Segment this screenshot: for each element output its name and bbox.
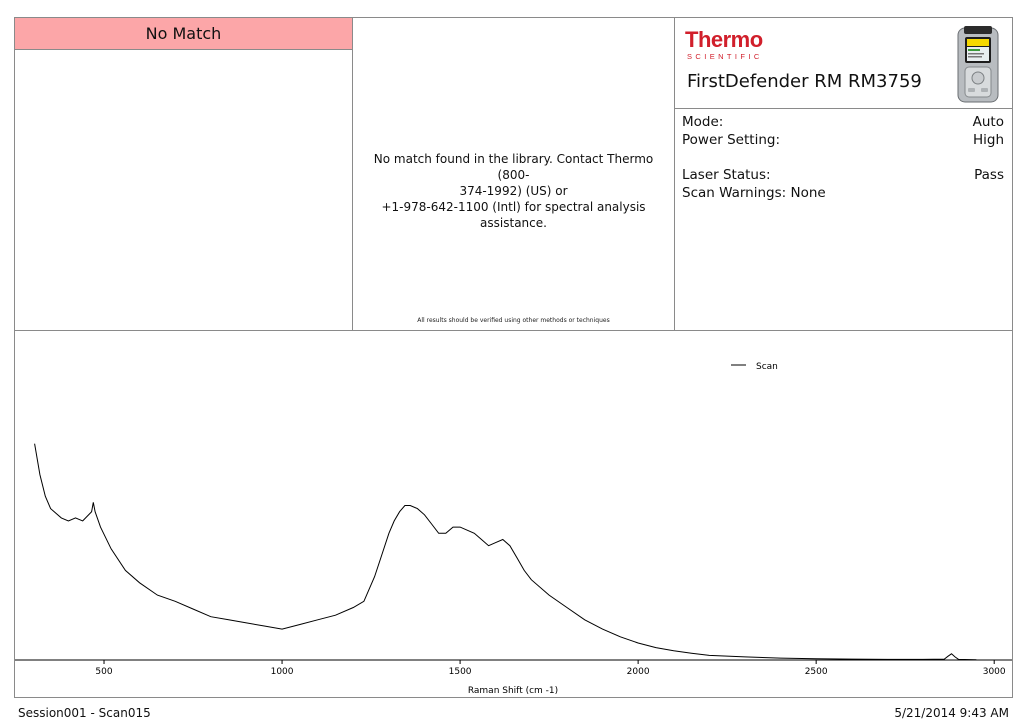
brand-block: [675, 18, 1012, 109]
scan-id: Session001 - Scan015: [18, 706, 151, 720]
laser-label: Laser Status:: [682, 167, 771, 183]
scan-datetime: 5/21/2014 9:43 AM: [894, 706, 1009, 720]
message-panel: [352, 17, 675, 331]
thermo-logo: Thermo: [685, 27, 763, 52]
x-ticks: [95, 660, 1005, 677]
mode-value: Auto: [972, 114, 1004, 130]
power-value: High: [972, 132, 1004, 148]
verify-note: All results should be verified using other methods or techniques: [417, 317, 610, 324]
device-name: FirstDefender RM RM3759: [687, 71, 922, 92]
x-tick-label-2500: 2500: [804, 667, 828, 677]
x-tick-label-500: 500: [95, 667, 113, 677]
x-tick-label-1000: 1000: [270, 667, 294, 677]
x-tick-label-1500: 1500: [448, 667, 472, 677]
mode-label: Mode:: [682, 114, 724, 130]
no-match-message: [357, 151, 670, 231]
x-tick-label-2000: 2000: [626, 667, 650, 677]
laser-value: Pass: [974, 167, 1004, 183]
x-axis-label: Raman Shift (cm -1): [467, 686, 559, 696]
message-line-3: +1-978-642-1100 (Intl) for spectral analysis assistance.: [381, 200, 646, 230]
scan-warnings: Scan Warnings: None: [682, 185, 826, 201]
message-line-1: No match found in the library. Contact Thermo (800-: [373, 152, 654, 182]
legend-label-scan: Scan: [756, 362, 778, 372]
power-label: Power Setting:: [682, 132, 780, 148]
thermo-logo-subtitle: SCIENTIFIC: [687, 52, 763, 61]
match-status-header: No Match: [15, 18, 352, 50]
x-tick-label-3000: 3000: [982, 667, 1006, 677]
message-line-2: 374-1992) (US) or: [459, 184, 568, 198]
warnings-row: [682, 185, 1004, 201]
series-line-scan: [35, 444, 977, 660]
laser-row: [682, 167, 1004, 183]
power-row: [682, 132, 1004, 148]
handheld-device-icon: [956, 26, 1000, 104]
device-info-panel: [674, 17, 1013, 331]
spectrum-chart: [15, 331, 1012, 697]
mode-row: [682, 114, 1004, 130]
spectrum-chart-panel: [14, 330, 1013, 698]
match-result-panel: [14, 17, 353, 331]
